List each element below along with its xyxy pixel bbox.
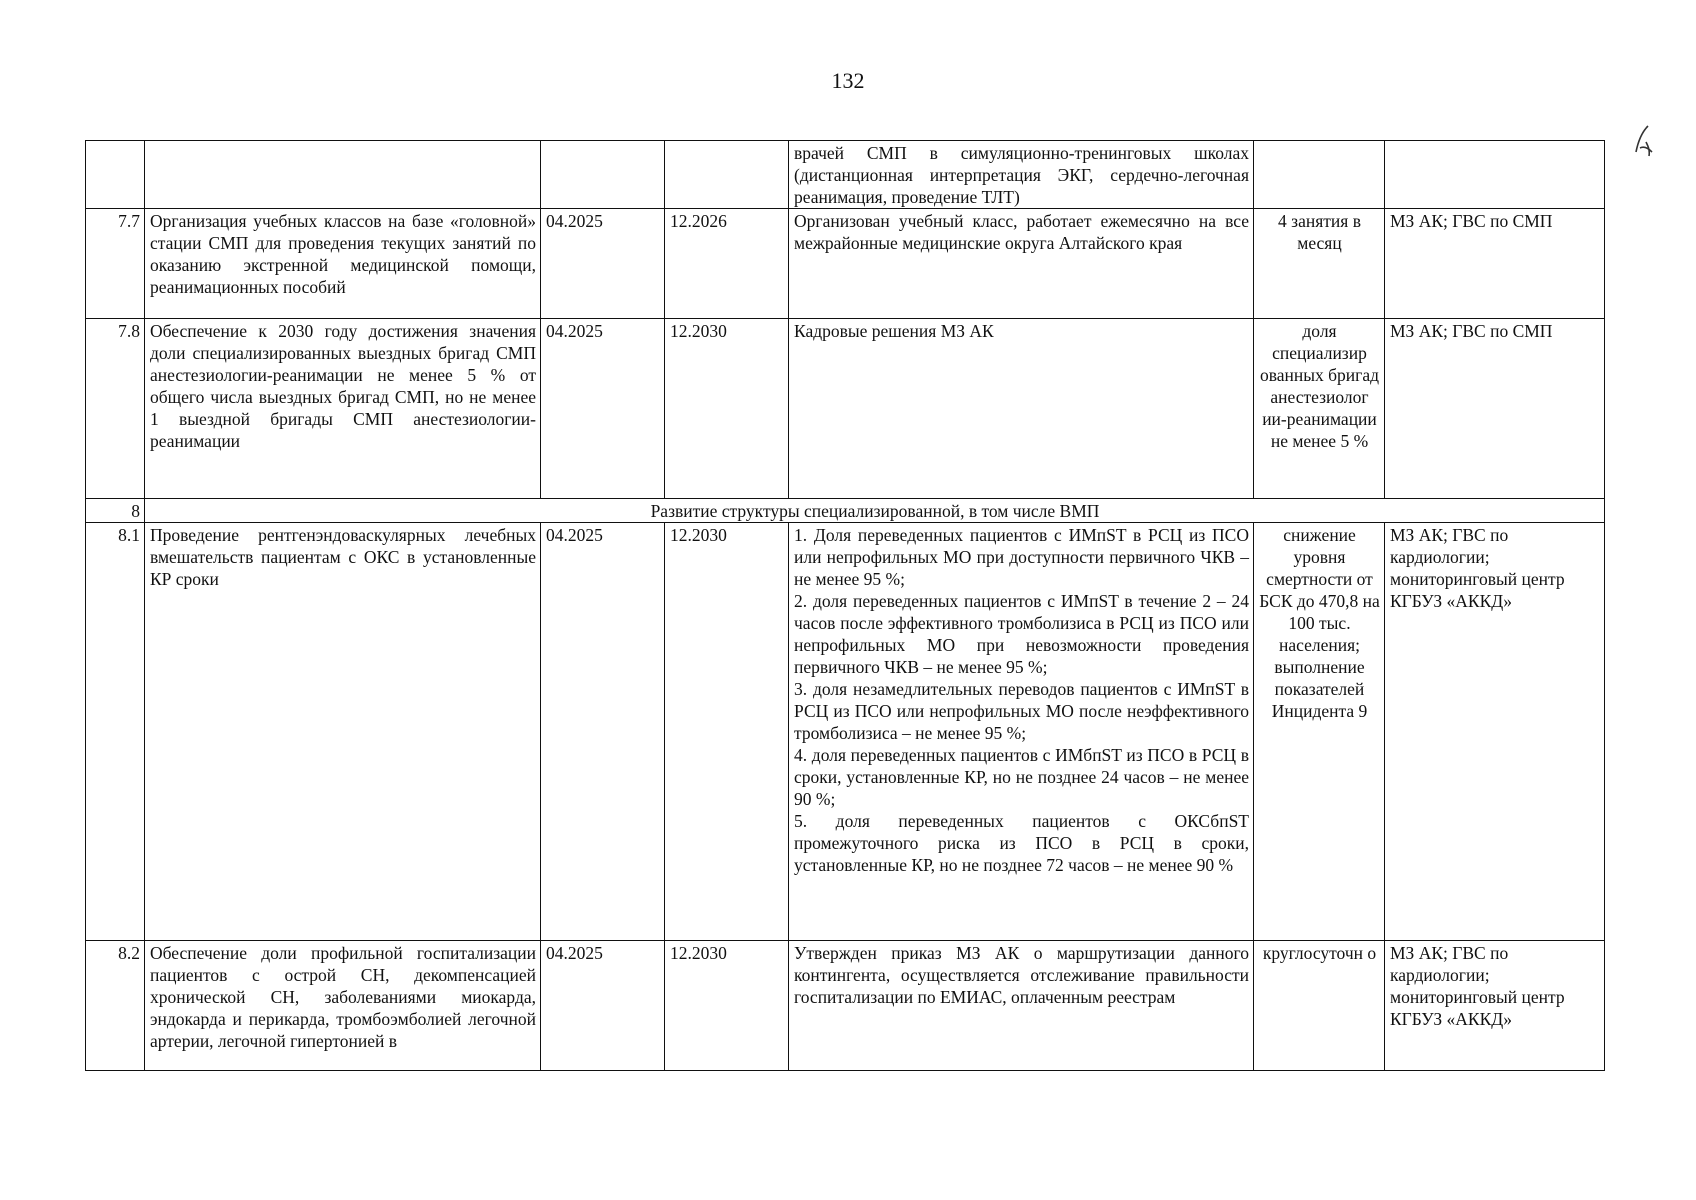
start-date: 04.2025 [541,209,665,319]
start-date [541,141,665,209]
end-date: 12.2030 [665,523,789,941]
section-title: Развитие структуры специализированной, в том числе ВМП [145,499,1605,523]
expected-result-list [789,523,1254,941]
row-number: 7.7 [86,209,145,319]
end-date: 12.2030 [665,941,789,1071]
expected-result: Утвержден приказ МЗ АК о маршрутизации данного контингента, осуществляется отслеживание правильности госпитализации по ЕМИАС, оплаченным реестрам [789,941,1254,1071]
result-item: 3. доля незамедлительных переводов пациентов с ИМпST в РСЦ из ПСО или непрофильных МО после неэффективного тромболизиса – не менее 95 %; [794,679,1249,743]
start-date: 04.2025 [541,319,665,499]
responsible: МЗ АК; ГВС по кардиологии; мониторинговый центр КГБУЗ «АККД» [1385,523,1605,941]
expected-result: Организован учебный класс, работает ежемесячно на все межрайонные медицинские округа Алтайского края [789,209,1254,319]
indicator: снижение уровня смертности от БСК до 470,8 на 100 тыс. населения; выполнение показателей Инцидента 9 [1254,523,1385,941]
row-number: 7.8 [86,319,145,499]
end-date: 12.2026 [665,209,789,319]
expected-result: врачей СМП в симуляционно-тренинговых школах (дистанционная интерпретация ЭКГ, сердечно-легочная реанимация, проведение ТЛТ) [789,141,1254,209]
measure-name: Обеспечение доли профильной госпитализации пациентов с острой СН, декомпенсацией хронической СН, заболеваниями миокарда, эндокарда и перикарда, тромбоэмболией легочной артерии, легочной гипертонией в [145,941,541,1071]
responsible: МЗ АК; ГВС по кардиологии; мониторинговый центр КГБУЗ «АККД» [1385,941,1605,1071]
responsible: МЗ АК; ГВС по СМП [1385,319,1605,499]
table-row [86,209,1605,319]
row-number [86,141,145,209]
responsible [1385,141,1605,209]
handwritten-mark-icon [1628,122,1658,162]
row-number: 8.1 [86,523,145,941]
result-item: 4. доля переведенных пациентов с ИМбпST из ПСО в РСЦ в сроки, установленные КР, но не позднее 24 часов – не менее 90 %; [794,745,1249,809]
table-row [86,319,1605,499]
section-number: 8 [86,499,145,523]
measure-name: Проведение рентгенэндоваскулярных лечебных вмешательств пациентам с ОКС в установленные КР сроки [145,523,541,941]
measure-name: Обеспечение к 2030 году достижения значения доли специализированных выездных бригад СМП анестезиологии-реанимации не менее 5 % от общего числа выездных бригад СМП, но не менее 1 выездной бригады СМП анестезиологии-реанимации [145,319,541,499]
section-row [86,499,1605,523]
start-date: 04.2025 [541,523,665,941]
result-item: 2. доля переведенных пациентов с ИМпST в течение 2 – 24 часов после эффективного тромболизиса в РСЦ из ПСО или непрофильных МО при невозможности проведения первичного ЧКВ – не менее 95 %; [794,591,1249,677]
indicator: круглосуточн о [1254,941,1385,1071]
end-date [665,141,789,209]
table-row [86,941,1605,1071]
responsible: МЗ АК; ГВС по СМП [1385,209,1605,319]
indicator: доля специализир ованных бригад анестезиолог ии-реанимации не менее 5 % [1254,319,1385,499]
page-number: 132 [831,68,865,93]
measure-name [145,141,541,209]
result-item: 5. доля переведенных пациентов с ОКСбпST промежуточного риска из ПСО в РСЦ в сроки, установленные КР, но не позднее 72 часов – не менее 90 % [794,811,1249,875]
result-item: 1. Доля переведенных пациентов с ИМпST в РСЦ из ПСО или непрофильных МО при доступности первичного ЧКВ – не менее 95 %; [794,525,1249,589]
indicator [1254,141,1385,209]
end-date: 12.2030 [665,319,789,499]
measure-name: Организация учебных классов на базе «головной» стации СМП для проведения текущих занятий по оказанию экстренной медицинской помощи, реанимационных пособий [145,209,541,319]
expected-result: Кадровые решения МЗ АК [789,319,1254,499]
start-date: 04.2025 [541,941,665,1071]
plan-table [85,140,1605,1071]
row-number: 8.2 [86,941,145,1071]
indicator: 4 занятия в месяц [1254,209,1385,319]
table-row [86,523,1605,941]
table-row [86,141,1605,209]
